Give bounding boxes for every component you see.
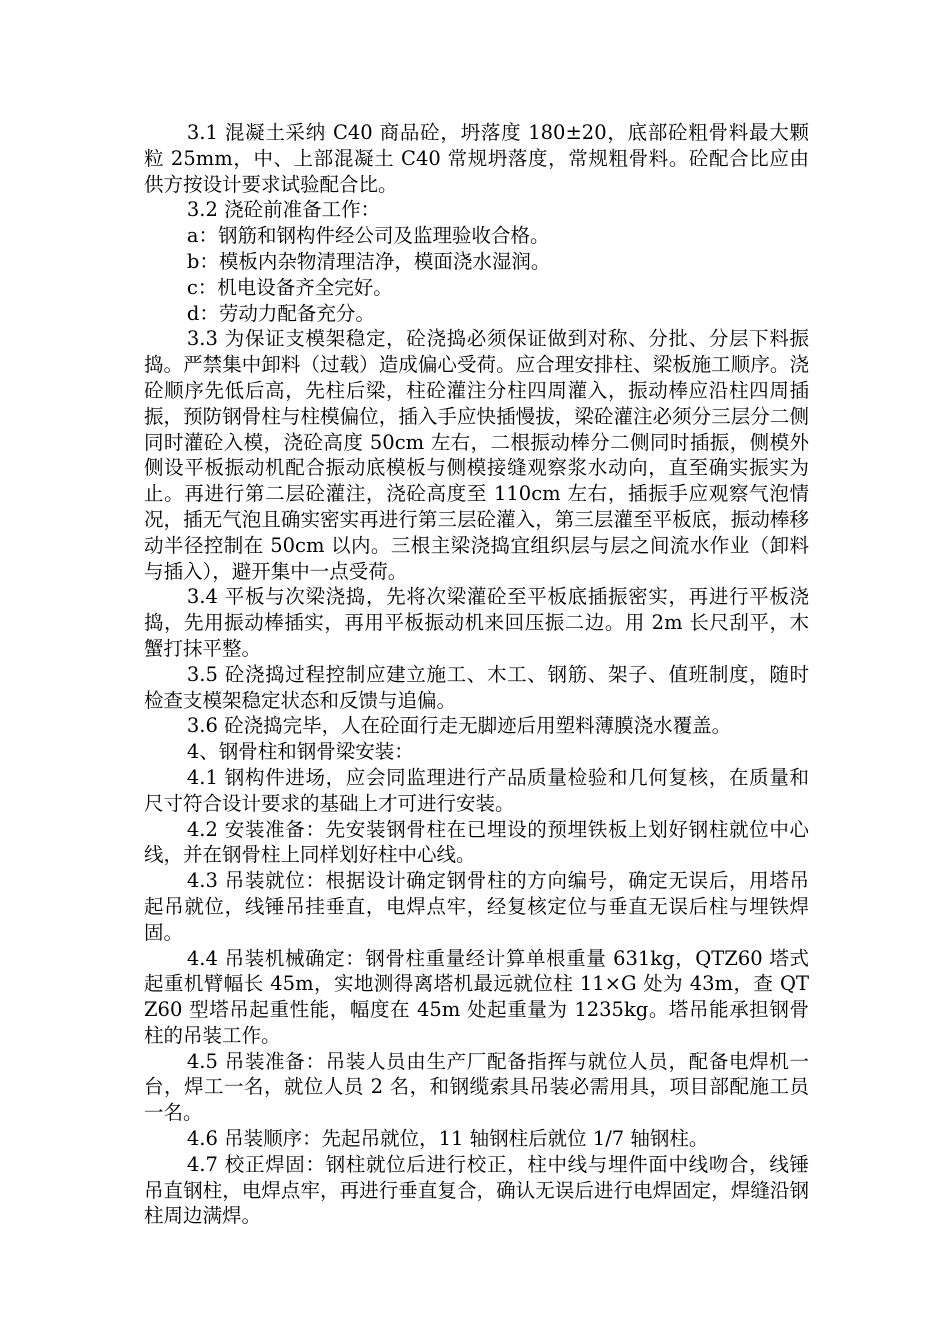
document-body — [144, 120, 809, 1229]
paragraph-4-3: 4.3 吊装就位：根据设计确定钢骨柱的方向编号，确定无误后，用塔吊起吊就位，线锤吊挂垂直，电焊点牢，经复核定位与垂直无误后柱与埋铁焊固。 — [144, 869, 809, 944]
paragraph-4-5: 4.5 吊装准备：吊装人员由生产厂配备指挥与就位人员，配备电焊机一台，焊工一名，就位人员 2 名，和钢缆索具吊装必需用具，项目部配施工员一名。 — [144, 1049, 809, 1125]
paragraph-3-1: 3.1 混凝土采纳 C40 商品砼，坍落度 180±20，底部砼粗骨料最大颗粒 25mm，中、上部混凝土 C40 常规坍落度，常规粗骨料。砼配合比应由供方按设计要求试验配合比。 — [144, 121, 809, 196]
paragraph-3-4: 3.4 平板与次梁浇捣，先将次梁灌砼至平板底插振密实，再进行平板浇捣，先用振动棒插实，再用平板振动机来回压振二边。用 2m 长尺刮平，木蟹打抹平整。 — [144, 585, 809, 660]
list-item-c: c：机电设备齐全完好。 — [186, 275, 393, 299]
list-item-a: a：钢筋和钢构件经公司及监理验收合格。 — [186, 224, 550, 248]
paragraph-3-6: 3.6 砼浇捣完毕，人在砼面行走无脚迹后用塑料薄膜浇水覆盖。 — [186, 714, 732, 738]
list-item-d: d：劳动力配备充分。 — [186, 301, 375, 325]
paragraph-3-3: 3.3 为保证支模架稳定，砼浇捣必须保证做到对称、分批、分层下料振捣。严禁集中卸料（过载）造成偏心受荷。应合理安排柱、梁板施工顺序。浇砼顺序先低后高，先柱后梁，柱砼灌注分柱四周灌入，振动棒应沿柱四周插振，预防钢骨柱与柱模偏位，插入手应快插慢拔，梁砼灌注必须分三层分二侧同时灌砼入模，浇砼高度 50cm 左右，二根振动棒分二侧同时插振，侧模外侧设平板振动机配合振动底模板与侧模接缝观察浆水动向，直至确实振实为止。再进行第二层砼灌注，浇砼高度至 110cm 左右，插振手应观察气泡情况，插无气泡且确实密实再进行第三层砼灌入，第三层灌至平板底，振动棒移动半径控制在 50cm 以内。三根主梁浇捣宜组织层与层之间流水作业（卸料与插入），避开集中一点受荷。 — [144, 327, 809, 583]
list-item-b: b：模板内杂物清理洁净，模面浇水湿润。 — [186, 249, 551, 273]
paragraph-3-5: 3.5 砼浇捣过程控制应建立施工、木工、钢筋、架子、值班制度，随时检查支模架稳定状态和反馈与追偏。 — [144, 662, 809, 712]
paragraph-4-2: 4.2 安装准备：先安装钢骨柱在已埋设的预埋铁板上划好钢柱就位中心线，并在钢骨柱上同样划好柱中心线。 — [144, 817, 809, 867]
paragraph-4-6: 4.6 吊装顺序：先起吊就位，11 轴钢柱后就位 1/7 轴钢柱。 — [186, 1127, 709, 1151]
section-heading-4: 4、钢骨柱和钢骨梁安装： — [186, 740, 414, 764]
paragraph-3-2: 3.2 浇砼前准备工作： — [186, 198, 381, 222]
paragraph-4-1: 4.1 钢构件进场，应会同监理进行产品质量检验和几何复核，在质量和尺寸符合设计要求的基础上才可进行安装。 — [144, 765, 809, 815]
paragraph-4-7: 4.7 校正焊固：钢柱就位后进行校正，柱中线与埋件面中线吻合，线锤吊直钢柱，电焊点牢，再进行垂直复合，确认无误后进行电焊固定，焊缝沿钢柱周边满焊。 — [144, 1152, 809, 1228]
paragraph-4-4: 4.4 吊装机械确定：钢骨柱重量经计算单根重量 631kg，QTZ60 塔式起重机臂幅长 45m，实地测得离塔机最远就位柱 11×G 处为 43m，查 QTZ60 型塔吊起重性能，幅度在 45m 处起重量为 1235kg。塔吊能承担钢骨柱的吊装工作。 — [144, 946, 809, 1047]
